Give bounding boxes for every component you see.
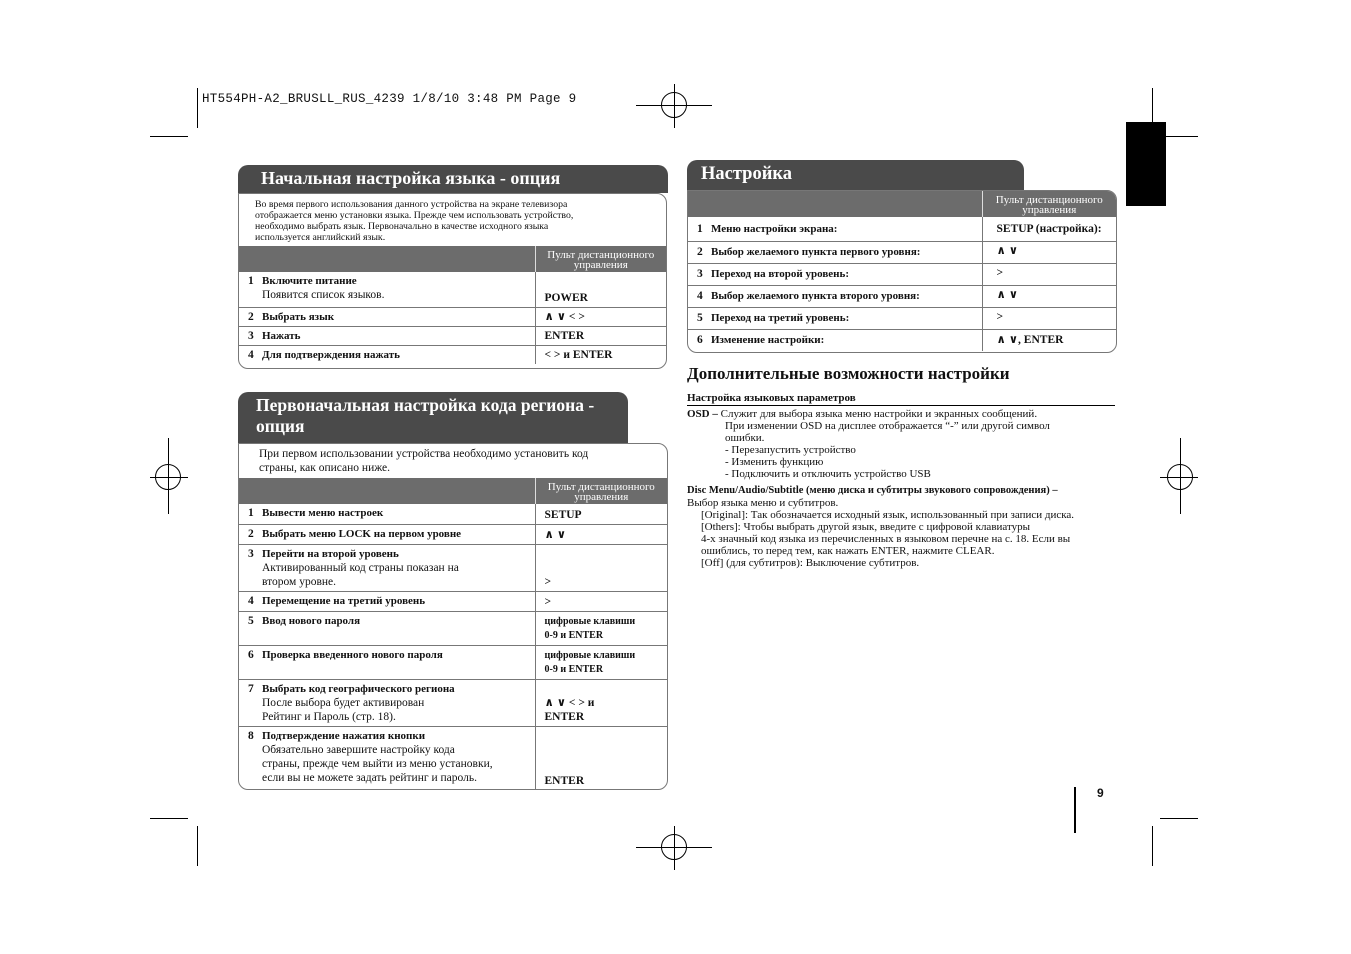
remote-header-line: Пульт дистанционного — [547, 480, 655, 493]
step-label: Выбор желаемого пункта первого уровня: — [711, 246, 921, 258]
intro-line: страны, как описано ниже. — [259, 462, 391, 474]
step-label: Переход на третий уровень: — [711, 312, 850, 324]
remote-key: ∧ ∨ — [535, 524, 667, 544]
intro-text — [239, 444, 667, 478]
osd-line: - Перезапустить устройство — [725, 444, 856, 456]
step-number: 4 — [248, 348, 254, 361]
step-cell — [239, 726, 535, 790]
remote-key: ∧ ∨ — [982, 285, 1116, 307]
table-row — [239, 679, 667, 726]
remote-key-line: 0-9 и ENTER — [544, 663, 604, 675]
step-cell — [688, 217, 982, 241]
remote-key: ENTER — [535, 326, 666, 345]
osd-line: - Изменить функцию — [725, 456, 824, 468]
table-row — [239, 326, 666, 345]
step-cell — [688, 285, 982, 307]
step-cell — [239, 504, 535, 524]
table-row — [688, 241, 1116, 263]
disc-item: [Original]: Так обозначается исходный язык, использованный при записи диска. — [701, 509, 1075, 521]
disc-item: [Others]: Чтобы выбрать другой язык, введите с цифровой клавиатуры — [701, 521, 1031, 533]
remote-header-line: Пульт дистанционного — [995, 193, 1103, 206]
crop-mark — [674, 84, 675, 128]
file-header: HT554PH-A2_BRUSLL_RUS_4239 1/8/10 3:48 PM Page 9 — [202, 92, 577, 106]
section-title-setup — [687, 160, 1024, 190]
section-title-text: Первоначальная настройка кода региона - — [256, 395, 595, 415]
remote-key-line: цифровые клавиши — [544, 615, 636, 627]
crop-mark — [150, 818, 188, 819]
chapter-tab — [1126, 122, 1166, 206]
page-number-bar — [1074, 787, 1076, 833]
section-title-text: Начальная настройка языка - опция — [261, 168, 561, 188]
remote-key: ENTER — [535, 726, 667, 790]
step-label: Перейти на второй уровень — [262, 547, 399, 560]
language-setup-box — [238, 193, 667, 369]
step-sub: Обязательно завершите настройку кода — [262, 743, 455, 756]
crop-mark — [1160, 477, 1198, 478]
step-sub: если вы не можете задать рейтинг и пароль. — [262, 771, 477, 784]
intro-line: отображается меню установки языка. Прежде чем использовать устройство, — [255, 210, 574, 221]
step-number: 8 — [248, 729, 254, 742]
step-number: 2 — [248, 527, 254, 540]
step-cell — [239, 679, 535, 726]
remote-key-line: ∧ ∨ < > и — [544, 696, 595, 709]
disc-paren: (меню диска и субтитры звукового сопровождения) – — [806, 485, 1058, 496]
table-row — [239, 726, 667, 790]
crop-mark — [150, 477, 188, 478]
step-sub: страны, прежде чем выйти из меню установки, — [262, 757, 493, 770]
step-number: 3 — [697, 268, 703, 280]
step-label: Проверка введенного нового пароля — [262, 648, 443, 661]
step-number: 1 — [248, 275, 254, 287]
step-number: 6 — [248, 648, 254, 661]
step-label: Ввод нового пароля — [262, 614, 361, 627]
step-label: Переход на второй уровень: — [711, 268, 849, 280]
step-cell — [239, 524, 535, 544]
step-cell — [239, 307, 535, 326]
step-sub: Активированный код страны показан на — [262, 561, 459, 574]
step-label: Изменение настройки: — [711, 334, 825, 347]
crop-mark — [197, 88, 198, 128]
remote-key: > — [535, 591, 667, 611]
language-params-heading: Настройка языковых параметров — [687, 392, 1115, 406]
remote-header — [535, 246, 666, 272]
crop-mark — [674, 826, 675, 870]
remote-key: > — [535, 544, 667, 591]
remote-key — [535, 611, 667, 645]
table-row — [239, 504, 667, 524]
intro-line: необходимо выбрать язык. Первоначально в качестве исходного языка — [255, 221, 549, 232]
disc-line — [687, 485, 1127, 497]
step-cell — [688, 263, 982, 285]
section-title-region — [238, 392, 628, 444]
table-header-blank — [239, 246, 535, 272]
osd-text: Служит для выбора языка меню настройки и экранных сообщений. — [720, 408, 1038, 420]
remote-key-line: ENTER — [544, 710, 585, 723]
osd-label: OSD – — [687, 408, 718, 420]
step-cell — [239, 591, 535, 611]
remote-key: ∧ ∨ — [982, 241, 1116, 263]
region-setup-box — [238, 443, 668, 790]
step-number: 3 — [248, 547, 254, 560]
remote-header — [535, 478, 667, 504]
step-cell — [239, 326, 535, 345]
table-row — [688, 263, 1116, 285]
step-label: Подтверждение нажатия кнопки — [262, 729, 426, 742]
intro-line: Во время первого использования данного устройства на экране телевизора — [255, 199, 568, 210]
crop-mark — [1160, 818, 1198, 819]
step-cell — [239, 645, 535, 679]
remote-key: ∧ ∨, ENTER — [982, 329, 1116, 351]
table-row — [239, 645, 667, 679]
remote-key: SETUP (настройка): — [982, 217, 1116, 241]
section-title-language — [238, 165, 668, 193]
step-sub: Рейтинг и Пароль (стр. 18). — [262, 710, 396, 723]
remote-header-line: управления — [574, 490, 629, 503]
step-label: Нажать — [262, 329, 301, 342]
step-sub: Появится список языков. — [262, 289, 385, 301]
step-label: Выбрать меню LOCK на первом уровне — [262, 527, 462, 540]
step-cell — [239, 272, 535, 307]
table-header-blank — [688, 191, 982, 217]
step-number: 3 — [248, 329, 254, 342]
table-row — [239, 524, 667, 544]
step-number: 6 — [697, 334, 703, 347]
remote-key: > — [982, 307, 1116, 329]
remote-key: < > и ENTER — [535, 345, 666, 364]
steps-table — [688, 191, 1116, 351]
remote-header-line: управления — [1022, 203, 1077, 216]
table-row — [688, 217, 1116, 241]
crop-mark — [1152, 826, 1153, 866]
remote-key — [535, 679, 667, 726]
setup-box — [687, 190, 1117, 353]
step-sub: После выбора будет активирован — [262, 696, 425, 709]
steps-table — [239, 246, 666, 364]
disc-item: 4-х значный код языка из перечисленных в языковом перечне на с. 18. Если вы — [701, 533, 1071, 545]
step-cell — [688, 329, 982, 351]
step-label: Для подтверждения нажать — [262, 348, 400, 361]
remote-key: POWER — [535, 272, 666, 307]
step-cell — [239, 345, 535, 364]
table-row — [239, 544, 667, 591]
disc-item: [Off] (для субтитров): Выключение субтитров. — [701, 557, 920, 569]
crop-mark — [1180, 438, 1181, 514]
table-row — [688, 329, 1116, 351]
table-row — [239, 272, 666, 307]
table-row — [239, 611, 667, 645]
section-title-text: опция — [256, 416, 305, 436]
disc-item: ошиблись, то перед тем, как нажать ENTER, нажмите CLEAR. — [701, 545, 995, 557]
step-number: 1 — [697, 222, 703, 235]
step-number: 4 — [697, 290, 703, 302]
crop-mark — [168, 438, 169, 514]
intro-line: При первом использовании устройства необходимо установить код — [259, 448, 589, 460]
step-number: 1 — [248, 507, 254, 519]
step-cell — [239, 544, 535, 591]
osd-line: - Подключить и отключить устройство USB — [725, 468, 931, 480]
osd-description — [687, 408, 1117, 480]
table-row — [239, 591, 667, 611]
table-row — [688, 307, 1116, 329]
remote-key: SETUP — [535, 504, 667, 524]
step-label: Выбрать язык — [262, 310, 335, 323]
disc-line: Выбор языка меню и субтитров. — [687, 497, 839, 509]
disc-label: Disc Menu/Audio/Subtitle — [687, 485, 804, 496]
remote-key-line: цифровые клавиши — [544, 649, 636, 661]
step-number: 7 — [248, 682, 254, 695]
table-header-blank — [239, 478, 535, 504]
step-cell — [688, 241, 982, 263]
step-label: Меню настройки экрана: — [711, 222, 838, 235]
step-label: Вывести меню настроек — [262, 507, 384, 519]
step-sub: втором уровне. — [262, 575, 337, 588]
step-number: 5 — [248, 614, 254, 627]
intro-text — [239, 194, 666, 246]
remote-header — [982, 191, 1116, 217]
osd-line: При изменении OSD на дисплее отображается “-” или другой символ — [725, 420, 1050, 432]
step-number: 2 — [697, 246, 703, 258]
step-number: 4 — [248, 594, 254, 607]
osd-line — [687, 408, 1117, 420]
step-cell — [239, 611, 535, 645]
remote-key: ∧ ∨ < > — [535, 307, 666, 326]
remote-key-line: 0-9 и ENTER — [544, 629, 604, 641]
intro-line: используется английский язык. — [255, 232, 386, 243]
remote-key — [535, 645, 667, 679]
crop-mark — [150, 136, 188, 137]
table-row — [688, 285, 1116, 307]
steps-table — [239, 478, 667, 790]
crop-mark — [197, 826, 198, 866]
osd-line: ошибки. — [725, 432, 765, 444]
disc-menu-description — [687, 485, 1127, 569]
remote-header-line: Пульт дистанционного — [547, 248, 655, 261]
step-label: Выбор желаемого пункта второго уровня: — [711, 290, 920, 302]
step-number: 2 — [248, 310, 254, 323]
table-row — [239, 307, 666, 326]
section-title-text: Настройка — [701, 164, 792, 184]
step-label: Перемещение на третий уровень — [262, 594, 426, 607]
step-number: 5 — [697, 312, 703, 324]
step-cell — [688, 307, 982, 329]
remote-header-line: управления — [573, 258, 628, 271]
step-label: Включите питание — [262, 275, 357, 287]
table-row — [239, 345, 666, 364]
page-number: 9 — [1097, 786, 1104, 800]
additional-settings-title: Дополнительные возможности настройки — [687, 364, 1010, 383]
step-label: Выбрать код географического региона — [262, 682, 455, 695]
remote-key: > — [982, 263, 1116, 285]
